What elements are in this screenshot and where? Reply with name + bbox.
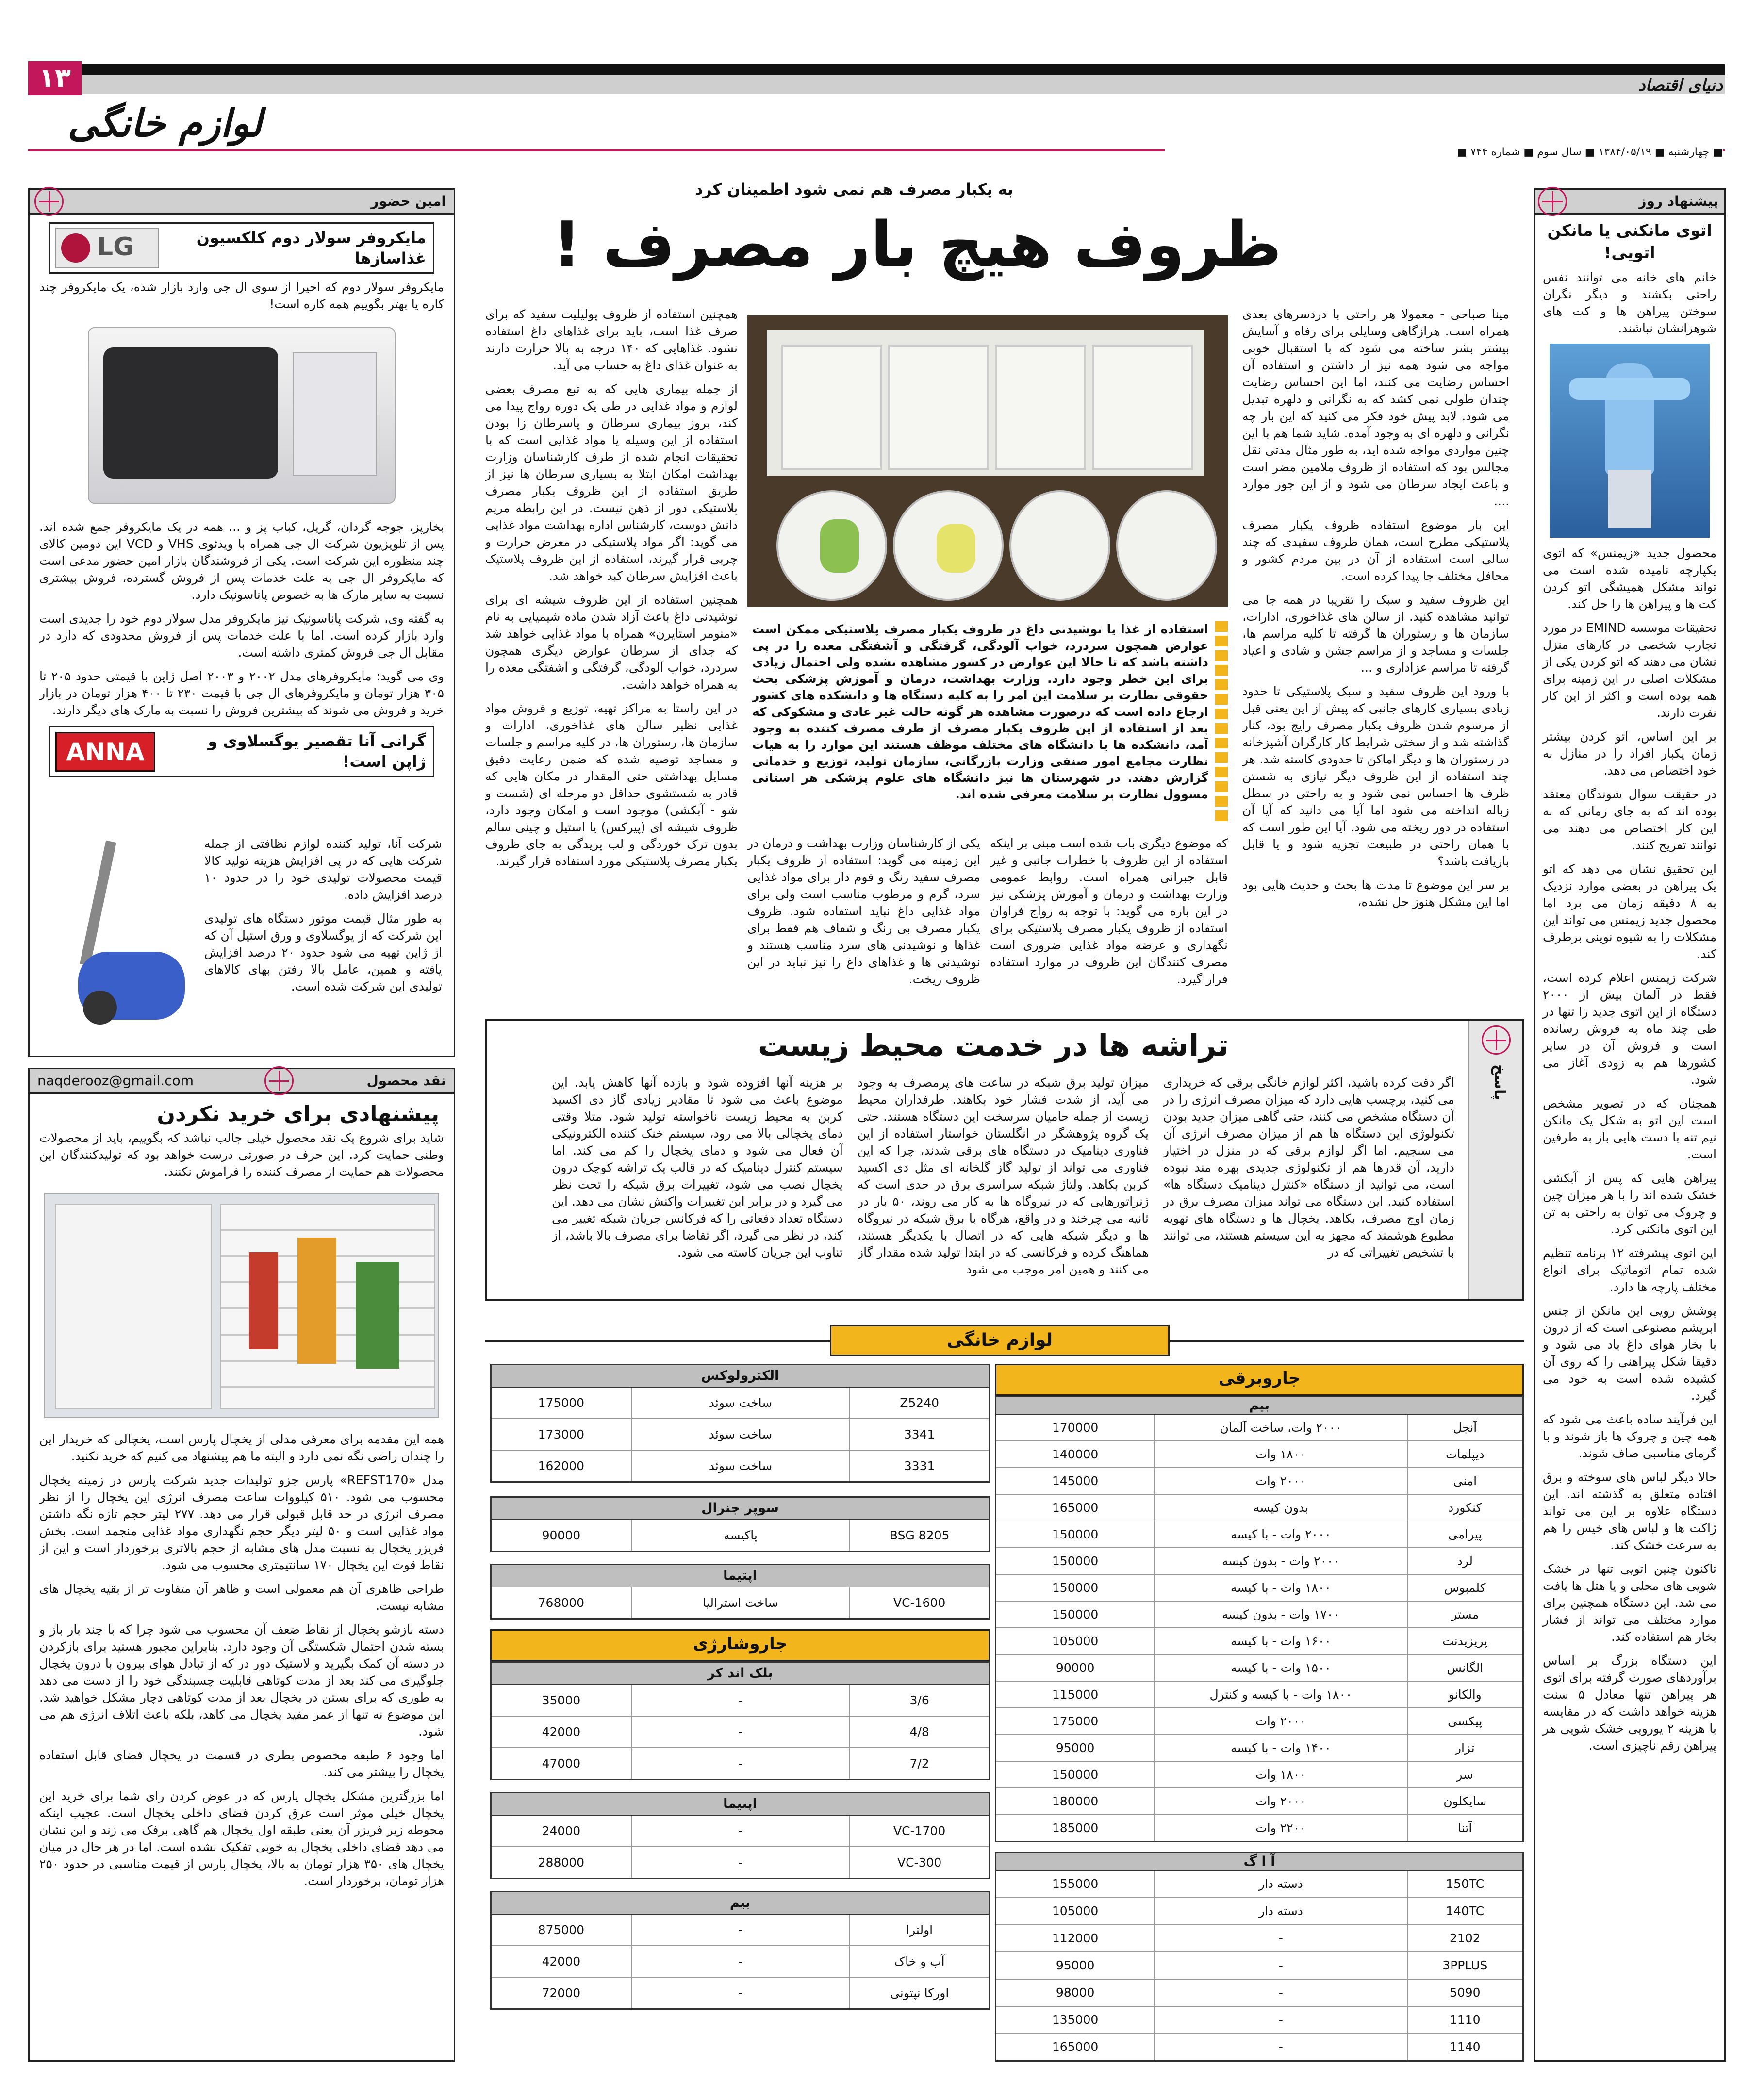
price-section-title: لوازم خانگی	[830, 1325, 1170, 1356]
beem-charge-header: بیم	[492, 1892, 989, 1915]
lg-article-header	[30, 190, 454, 215]
anna-logo: ANNA	[55, 732, 155, 772]
env-title: تراشه ها در خدمت محیط زیست	[758, 1027, 1229, 1063]
critique-article	[28, 1068, 455, 2062]
table-row: 150TC دسته دار 155000	[996, 1871, 1522, 1898]
env-col-right: اگر دقت کرده باشید، اکثر لوازم خانگی برقی که خریداری می کنید، برچسب هایی دارد که میزان مصرف انرژی را در آن دستگاه مشخص می کنند، حتی گاهی میزان جدید بودن تکنولوژی این دستگاه ها هم از میزان مصرف انرژی آن می سنجیم. اما اگر لوازم برقی که در منزل در اختیار دارید، آن قدرها هم از تکنولوژی جدیدی بهره مند نبوده است، می توانید از دستگاه «کنترل دینامیک دستگاه ها» استفاده کنید. این دستگاه می تواند میزان مصرف برق در زمان اوج مصرف، بکاهد. یخچال ها و دستگاه های تهویه مطبوع هوشمند که مجهز به این سیستم هستند، می توانند با تشخیص تغییراتی که در	[1163, 1075, 1454, 1259]
aeg-table	[995, 1852, 1524, 2062]
table-row: VC-300 - 288000	[492, 1847, 989, 1878]
microwave-image	[88, 327, 396, 504]
globe-icon	[1482, 1025, 1511, 1055]
main-kicker: به یکبار مصرف هم نمی شود اطمینان کرد	[695, 180, 1013, 198]
env-box	[485, 1019, 1524, 1301]
optima-charge-table	[490, 1792, 990, 1879]
callout-yellow-bar	[1215, 621, 1228, 825]
lg-logo-text: LG	[97, 232, 134, 262]
critique-title: پیشنهادی برای خرید نکردن	[157, 1102, 439, 1126]
electrolux-table	[490, 1364, 990, 1483]
table-row: 3341 ساخت سوئد 173000	[492, 1419, 989, 1451]
table-row: آب و خاک - 42000	[492, 1946, 989, 1978]
table-row: 3/6 - 35000	[492, 1685, 989, 1717]
table-row: پیکسی ۲۰۰۰ وات 175000	[996, 1708, 1522, 1735]
page-number: ۱۳	[28, 61, 82, 95]
disposable-dishes-photo	[747, 315, 1228, 607]
table-row: آنجل ۲۰۰۰ وات، ساخت آلمان 170000	[996, 1415, 1522, 1441]
beem-vac-header: بیم	[996, 1397, 1522, 1415]
lg-logo	[55, 228, 159, 268]
main-callout	[747, 621, 1228, 825]
table-row: کنکورد بدون کیسه 165000	[996, 1495, 1522, 1521]
main-col-3: همچنین استفاده از ظروف پولیلیت سفید که برای صرف غذا است، باید برای غذاهای داغ استفاده نشود. غذاهایی که ۱۴۰ درجه به بالا حرارت دارند به عنوان غذای داغ به حساب می آید. از جمله بیماری هایی که به تبع مصرف بعضی لوازم و مواد غذایی در طی یک دوره رواج پیدا می کند، بروز بیماری سرطان و پاسرطان زا بودن استفاده از این وسیله یا مواد غذایی است که با تحقیقات انجام شده از طرف کارشناسان وزارت بهداشت امکان ابتلا به بسیاری سرطان ها نیز از طریق استفاده از این ظروف یکبار مصرف پلاستیکی دور از ذهن نیست. در این رابطه مریم دانش دوست، کارشناس اداره بهداشت مواد غذایی می گوید: اگر مواد پلاستیکی در معرض حرارت و چربی قرار گیرند، استفاده از این ظروف پلاستیک باعث افزایش سرطان کبد خواهد شد. همچنین استفاده از این ظروف شیشه ای برای نوشیدنی داغ باعث آزاد شدن ماده شیمیایی به نام «منومر استایرن» همراه با مواد غذایی خواهد شد که جدای از سرطان عوارض دیگری همچون سردرد، خواب آلودگی، گرفتگی و آشفتگی معده را به همراه خواهد داشت. در این راستا به مراکز تهیه، توزیع و فروش مواد غذایی نظیر سالن های غذاخوری، ادارات و سازمان ها، رستوران ها، در کلیه مراسم و جلسات و مساجد توصیه شده که ضمن رعایت دقیق مسایل بهداشتی حتی المقدار در مکان هایی که قادر به شستشوی حداقل دو مرحله ای (شست و شو - آبکشی) موجود است و امکان وجود دارد، ظروف شیشه ای (پیرکس) یا استیل و چینی سالم بدون ترک خوردگی و لب پریدگی به جای ظروف یکبار مصرف پلاستیکی مورد استفاده قرار گیرند.	[485, 307, 738, 868]
aeg-header: آ ا گ	[996, 1853, 1522, 1871]
globe-icon	[264, 1066, 294, 1095]
optima-charge-header: اپتیما	[492, 1793, 989, 1816]
table-row: 140TC دسته دار 105000	[996, 1898, 1522, 1925]
lg-title-box	[49, 222, 434, 274]
table-row: دیپلمات ۱۸۰۰ وات 140000	[996, 1441, 1522, 1468]
vac-group-title: جاروبرقی	[995, 1364, 1524, 1396]
main-bottom-col-right: که موضوع دیگری باب شده است مبنی بر اینکه استفاده از این ظروف با خطرات جانبی و غیر قابل جبرانی همراه است. روابط عمومی وزارت بهداشت و درمان و آموزش پزشکی نیز در این باره می گوید: با توجه به رواج فراوان استفاده از ظروف یکبار مصرف پلاستیکی برای نگهداری و عرضه مواد غذایی ضروری است مصرف کنندگان این ظروف در موارد استفاده قرار گیرد.	[990, 836, 1228, 986]
table-row: پیرامی ۲۰۰۰ وات - با کیسه 150000	[996, 1521, 1522, 1548]
table-row: 7/2 - 47000	[492, 1748, 989, 1779]
env-col-middle: میزان تولید برق شبکه در ساعت های پرمصرف به وجود می آید، از شدت فشار خود بکاهند. طرفداران محیط زیست از جمله حامیان سرسخت این دستگاه هستند. حتی یک گروه پژوهشگر در انگلستان خواستار استفاده از این فناوری دینامیک در دستگاه های برقی شدند، چرا که این فناوری می تواند از تولید گاز گلخانه ای مثل دی اکسید کربن بکاهد. ولتاژ شبکه سراسری برق در حدی است که ژنراتورهایی که در نیروگاه ها به کار می روند، ۵۰ بار در ثانیه می چرخند و در واقع، هرگاه با برق شبکه در نیروگاه ها و دیگر شبکه هایی که در اتصال با یکدیگر هستند، هماهنگ کرده و فرکانسی که در ابتدا تولید شده مقدار گاز می کنند و همین امر موجب می شود	[858, 1075, 1149, 1276]
iron-body: محصول جدید «زیمنس» که اتوی یکپارچه نامیده شده است می تواند مشکل همیشگی اتو کردن کت ها و پیراهن ها را حل کند. تحقیقات موسسه EMIND در مورد تجارب شخصی در کارهای منزل نشان می دهند که اتو کردن یکی از مشکلات اصلی در این زمینه برای همه بوده است و اکثر از این کار نفرت دارند. بر این اساس، اتو کردن بیشتر زمان یکبار افراد را در منازل به خود اختصاص می دهد. در حقیقت سوال شوندگان معتقد بوده اند که به جای زمانی که به این کار اختصاص می دهند می توانند تفریح کنند. این تحقیق نشان می دهد که اتو یک پیراهن در بعضی موارد نزدیک به ۸ دقیقه زمان می برد اما محصول جدید زیمنس می تواند این مشکلات را به شیوه نوینی برطرف کند. شرکت زیمنس اعلام کرده است، فقط در آلمان بیش از ۲۰۰۰ دستگاه از این اتوی جدید را تنها در طی چند ماه به فروش رسانده است و فروش آن در سایر کشورها هم به زودی آغاز می شود. همچنان که در تصویر مشخص است این اتو به شکل یک مانکن نیم تنه با دست هایی باز به طرفین است. پیراهن هایی که پس از آبکشی خشک شده اند را با هر میزان چین و چروک می توان به راحتی به تن این اتوی مانکنی کرد. این اتوی پیشرفته ۱۲ برنامه تنظیم شده تمام اتوماتیک برای انواع مختلف پارچه ها دارد. پوشش رویی این مانکن از جنس ابریشم مصنوعی است که از درون با بخار هوای داغ باد می شود و دقیقا شکل پیراهنی را که روی آن کشیده شده است به خود می گیرد. این فرآیند ساده باعث می شود که همه چین و چروک ها باز شوند و با گرمای مناسبی صاف شوند. حالا دیگر لباس های سوخته و برق افتاده متعلق به گذشته اند. این دستگاه علاوه بر این می تواند ژاکت ها و لباس های خیس را هم به سرعت خشک کند. تاکنون چنین اتویی تنها در خشک شویی های محلی و یا هتل ها یافت می شد. این دستگاه همچنین برای موارد مختلف می تواند از فشار بخار هم استفاده کند. این دستگاه بزرگ بر اساس برآوردهای صورت گرفته برای اتوی هر پیراهن تنها معادل ۵ سنت هزینه خواهد داشت که در مقایسه با هزینه ۲ یورویی خشک شویی هر پیراهن رقم ناچیزی است.	[1542, 546, 1716, 1753]
table-row: 1140 - 165000	[996, 2034, 1522, 2060]
top-black-bar	[63, 64, 1725, 75]
price-right-column	[995, 1364, 1524, 2063]
table-row: والکانو ۱۸۰۰ وات - با کیسه و کنترل 115000	[996, 1682, 1522, 1708]
table-row: 3331 ساخت سوئد 162000	[492, 1451, 989, 1481]
optima-vac-table	[490, 1564, 990, 1620]
beem-vac-table	[995, 1396, 1524, 1842]
anna-title: گرانی آنا تقصیر یوگسلاوی و ژاپن است!	[208, 732, 426, 771]
lg-body: بخارپز، جوجه گردان، گریل، کباب پز و ... همه در یک مایکروفر جمع شده اند. پس از تلویزیون شرکت ال جی همراه با ویدئوی VHS و VCD این دومین کالای چند منظوره این شرکت است. یکی از فروشندگان بازار امین حضور مدعی است که مایکروفر ال جی به علت خدمات پس از فروش گسترده، فروش بیشتری نسبت به سایر مارک ها به خصوص پاناسونیک دارد. به گفته وی، شرکت پاناسونیک نیز مایکروفر مدل سولار دوم خود را جدیدی است وارد بازار کرده است. اما با علت خدمات پس از فروش محدودی که دارد در مقابل ال جی فروش کمتری داشته است. وی می گوید: مایکروفرهای مدل ۲۰۰۲ و ۲۰۰۳ اصل ژاپن با قیمتی حدود ۲۰۵ تا ۳۰۵ هزار تومان و مایکروفرهای ال جی با قیمت ۲۳۰ تا ۴۰۰ هزار تومان در بازار خرید و فروش می شوند که بیشترین فروش را نسبت به مارک های دیگر دارند.	[39, 520, 445, 717]
table-row: 5090 - 98000	[996, 1980, 1522, 2007]
table-row: سایکلون ۲۰۰۰ وات 180000	[996, 1788, 1522, 1815]
beem-charge-table	[490, 1891, 990, 2010]
lg-logo-circle	[61, 233, 90, 263]
right-column-header-label: پیشنهاد روز	[1638, 193, 1718, 209]
issue-line: ■ چهارشنبه ■ ۱۳۸۴/۰۵/۱۹ ■ سال سوم ■ شماره ۷۴۴ ■	[1165, 144, 1723, 161]
section-title: لوازم خانگی	[67, 102, 262, 146]
globe-icon	[1538, 187, 1567, 216]
table-row: تزار ۱۴۰۰ وات - با کیسه 95000	[996, 1735, 1522, 1762]
optima-vac-header: اپتیما	[492, 1565, 989, 1587]
table-row: VC-1600 ساخت استرالیا 768000	[492, 1587, 989, 1618]
table-row: 1110 - 135000	[996, 2007, 1522, 2034]
critique-header-label: نقد محصول	[366, 1073, 446, 1089]
lg-article-header-label: امین حضور	[371, 193, 446, 209]
table-row: 3PPLUS - 95000	[996, 1952, 1522, 1980]
table-row: الگانس ۱۵۰۰ وات - با کیسه 90000	[996, 1655, 1522, 1682]
iron-title: اتوی مانکنی یا مانکن اتویی!	[1547, 221, 1712, 262]
lg-title: مایکروفر سولار دوم کلکسیون غذاسازها	[196, 229, 426, 267]
anna-title-box	[49, 726, 434, 777]
main-headline: ظروف هیچ بار مصرف !	[553, 209, 1282, 281]
table-row: لرد ۲۰۰۰ وات - بدون کیسه 150000	[996, 1548, 1522, 1575]
table-row: 4/8 - 42000	[492, 1717, 989, 1748]
critique-header	[30, 1069, 454, 1094]
newspaper-logo: دنیای اقتصاد	[1638, 76, 1723, 95]
top-grey-bar	[63, 75, 1725, 94]
table-row: مستر ۱۷۰۰ وات - بدون کیسه 150000	[996, 1602, 1522, 1628]
supergeneral-table	[490, 1496, 990, 1552]
table-row: 2102 - 112000	[996, 1925, 1522, 1952]
charge-group-title: جاروشارژی	[490, 1629, 990, 1661]
blackdecker-header: بلک اند کر	[492, 1663, 989, 1685]
blackdecker-table	[490, 1661, 990, 1780]
table-row: سر ۱۸۰۰ وات 150000	[996, 1762, 1522, 1788]
electrolux-header: الکترولوکس	[492, 1365, 989, 1388]
main-col-1: مینا صباحی - معمولا هر راحتی با دردسرهای بعدی همراه است. هرازگاهی وسایلی برای رفاه و آسایش بیشتر بشر ساخته می شود که با استقبال خوبی مواجه می شود همه نیز از داشتن و استفاده آن احساس رضایت می کنند، اما این احساس رضایت چندان طولی نمی کشد که به نگرانی و دلهره تبدیل می شود. لابد پیش خود فکر می کنید که این بار چه نگرانی و دلهره ای به وجود آمده. شاید شما هم با این چنین مواردی مواجه شده اید، به طور مثال مدتی نقل مجالس بود که استفاده از ظروف ملامین مضر است و باعث ایجاد سرطان می شود و از این جور موارد .... این بار موضوع استفاده ظروف یکبار مصرف پلاستیکی مطرح است، همان ظروف سفیدی که چند سالی است استفاده از آن در بین مردم کشور و محافل مختلف جا پیدا کرده است. این ظروف سفید و سبک را تقریبا در همه جا می توانید مشاهده کنید. از سالن های غذاخوری، ادارات، سازمان ها و رستوران ها گرفته تا کلیه مراسم ها، جلسات و مساجد و از مراسم جشن و شادی و اعیاد گرفته تا مراسم عزاداری و ... با ورود این ظروف سفید و سبک پلاستیکی تا حدود زیادی بسیاری کارهای جانبی که پیش از این یعنی قبل از مرسوم شدن ظروف یکبار مصرف رایج بود، کنار گذاشته شد و از سختی شرایط کار کارگران آشپزخانه در رستوران ها و دیگر اماکن تا حدودی کاسته شد. هر چند استفاده از این ظروف دیگر نیازی به شستن ظرف ها احساس نمی شود و به راحتی در سطل زباله انداخته می شود اما آیا می دانید که آیا آن استفاده در دور ریخته می شود. آیا این طور است که با همان راحتی در طبیعت تجزیه شود و یا قابل بازیافت باشد؟ بر سر این موضوع تا مدت ها بحث و حدیث هایی بود اما این مشکل هنوز حل نشده،	[1242, 307, 1509, 909]
env-tag-label: پاسخ	[1491, 1064, 1508, 1100]
critique-body: همه این مقدمه برای معرفی مدلی از یخچال پارس است، یخچالی که خریدار این را چندان راضی نگه نمی دارد و البته ما هم پیشنهاد می کنیم که خرید نکنید. مدل «REFST170» پارس جزو تولیدات جدید شرکت پارس در زمینه یخچال محسوب می شود. ۵۱۰ کیلووات ساعت مصرف انرژی این یخچال را از نظر مصرف انرژی در حد قابل قبولی قرار می دهد. ۲۷۷ لیتر حجم تازه نگه داشتن مواد غذایی است و ۵۰ لیتر دیگر حجم نگهداری مواد غذایی منجمد است. بخش فریزر یخچال به نسبت مدل های مشابه از حجم بالاتری برخوردار است و این از نقاط قوت این یخچال ۱۷۰ سانتیمتری محسوب می شود. طراحی ظاهری آن هم معمولی است و ظاهر آن متفاوت تر از بقیه یخچال های مشابه نیست. دسته بازشو یخچال از نقاط ضعف آن محسوب می شود چرا که با چند بار باز و بسته شدن احتمال شکستگی آن وجود دارد. بنابراین مجبور هستید برای بازکردن در دسته آن کمک بگیرید و لاستیک دور در که از تبادل هوای بیرون با درون یخچال جلوگیری می کند بعد از مدت کوتاهی قابلیت چسبندگی خود را از دست می دهد به طوری که برای بستن در یخچال بعد از مدت کوتاهی دچار مشکل خواهید شد. این موضوع نه تنها از عمر مفید یخچال می کاهد، بلکه باعث اتلاف انرژی هم می شود. اما وجود ۶ طبقه مخصوص بطری در قسمت در یخچال فضای قابل استفاده یخچال را بیشتر می کند. اما بزرگترین مشکل یخچال پارس که در عوض کردن رای شما برای خرید این یخچال خیلی موثر است عرق کردن فضای داخلی یخچال است. عجیب اینکه محوطه زیر فریزر آن یعنی طبقه اول یخچال هم گاهی برفک می زند و این نشان می دهد فضای داخلی یخچال به خوبی تفکیک نشده است. اما در هر حال در میان یخچال های ۳۵۰ هزار تومان به بالا، یخچال پارس از قیمت مناسبی در حدود ۲۵۰ هزار تومان، برخوردار است.	[39, 1432, 445, 1888]
main-bottom-col-left: یکی از کارشناسان وزارت بهداشت و درمان در این زمینه می گوید: استفاده از ظروف یکبار مصرف سفید رنگ و فوم دار برای مواد غذایی سرد، گرم و مرطوب مناسب است ولی برای مواد غذایی داغ نباید استفاده شود. ظروف یکبار مصرف بی رنگ و شفاف هم فقط برای غذاها و نوشیدنی های سرد مناسب هستند و نوشیدنی ها و غذاهای داغ را نیز نباید در این ظروف ریخت.	[747, 836, 980, 986]
table-row: اورکا نپتونی - 72000	[492, 1978, 989, 2008]
iron-mannequin-image	[1550, 344, 1710, 538]
right-column-header	[1535, 190, 1724, 215]
critique-lead: شاید برای شروع یک نقد محصول خیلی جالب نباشد که بگوییم، باید از محصولات وطنی حمایت کرد. این حرف در صورتی درست خواهد بود که تولیدکنندگان این محصولات هم حمایت از مصرف کننده را فراموش نکنند.	[39, 1131, 444, 1179]
table-row: آتنا ۲۲۰۰ وات 185000	[996, 1815, 1522, 1841]
right-column	[1534, 188, 1726, 2062]
table-row: VC-1700 - 24000	[492, 1816, 989, 1847]
table-row: امنی ۲۰۰۰ وات 145000	[996, 1468, 1522, 1495]
globe-icon	[34, 187, 64, 216]
table-row: BSG 8205 پاکیسه 90000	[492, 1520, 989, 1551]
supergeneral-header: سوپر جنرال	[492, 1498, 989, 1520]
fridge-image	[44, 1193, 439, 1418]
table-row: اولترا - 875000	[492, 1915, 989, 1946]
critique-email[interactable]: naqderooz@gmail.com	[37, 1073, 194, 1089]
callout-text: استفاده از غذا یا نوشیدنی داغ در ظروف یکبار مصرف پلاستیکی ممکن است عوارض همچون سردرد، خواب آلودگی، گرفتگی و آشفتگی معده را در پی داشته باشد که تا حالا این عوارض در کشور مشاهده نشده ولی احتمال زیادی برای این خطر وجود دارد. وزارت بهداشت، درمان و آموزش پزشکی بحث حقوقی نظارت بر سلامت این امر را به کلیه دستگاه ها و دانشکده های کشور ارجاع داده است که درصورت مشاهده هر گونه حالت غیر عادی و مشکوکی که بعد از استفاده از این ظروف یکبار مصرف از طرف مصرف کننده به وجود آمد، دانشکده ها یا دانشگاه های مختلف موظف هستند این موارد را به هیات نظارت مجامع امور صنفی وزارت بازرگانی، سازمان تولید، توزیع و خدماتی گزارش دهند. در شهرستان ها نیز دانشگاه های علوم پزشکی هر استانی مسوول نظارت بر سلامت معرفی شده اند.	[752, 622, 1208, 801]
price-left-column	[490, 1364, 990, 2063]
iron-intro: خانم های خانه می توانند نفس راحتی بکشند و دیگر نگران سوختن پیراهن ها و کت های شوهرانشان نباشند.	[1543, 270, 1716, 335]
vacuum-image	[49, 835, 195, 1029]
table-row: پریزیدنت ۱۶۰۰ وات - با کیسه 105000	[996, 1628, 1522, 1655]
env-tag	[1468, 1021, 1522, 1299]
anna-body: شرکت آنا، تولید کننده لوازم نظافتی از جمله شرکت هایی که در پی افزایش هزینه تولید کالا قیمت محصولات تولیدی خود را در حدود ۱۰ درصد افزایش داده. به طور مثال قیمت موتور دستگاه های تولیدی این شرکت که از یوگسلاوی و ورق استیل آن که از ژاپن تهیه می شود حدود ۲۰ درصد افزایش یافته و همین، عامل بالا رفتن بهای کالاهای تولیدی این شرکت شده است.	[204, 837, 442, 993]
env-col-left: بر هزینه آنها افزوده شود و بازده آنها کاهش یابد. این موضوع باعث می شود تا مقادیر زیادی گاز دی اکسید کربن به محیط زیست ناخواسته تولید شود. متلا وقتی دمای یخچالی بالا می رود، سیستم خنک کننده الکترونیکی آن فعال می شود و دمای یخچال را کم می کند. اما سیستم کنترل دینامیک که در قالب یک تراشه کوچک درون یخچال نصب می شود، تغییرات برق شبکه را تحت نظر می گیرد و در برابر این تغییرات واکنش نشان می دهد. این دستگاه تعداد دفعاتی را که فرکانس جریان شبکه تغییر می کند، در نظر می گیرد، اگر تقاضا برای مصرف بالا باشد، از تناوب این جریان کاسته می شود.	[552, 1075, 843, 1259]
table-row: کلمبوس ۱۸۰۰ وات - با کیسه 150000	[996, 1575, 1522, 1602]
lg-lead: مایکروفر سولار دوم که اخیرا از سوی ال جی وارد بازار شده، یک مایکروفر چند کاره یا بهتر بگوییم همه کاره است!	[39, 280, 444, 311]
table-row: Z5240 ساخت سوئد 175000	[492, 1388, 989, 1419]
lg-article	[28, 188, 455, 1057]
